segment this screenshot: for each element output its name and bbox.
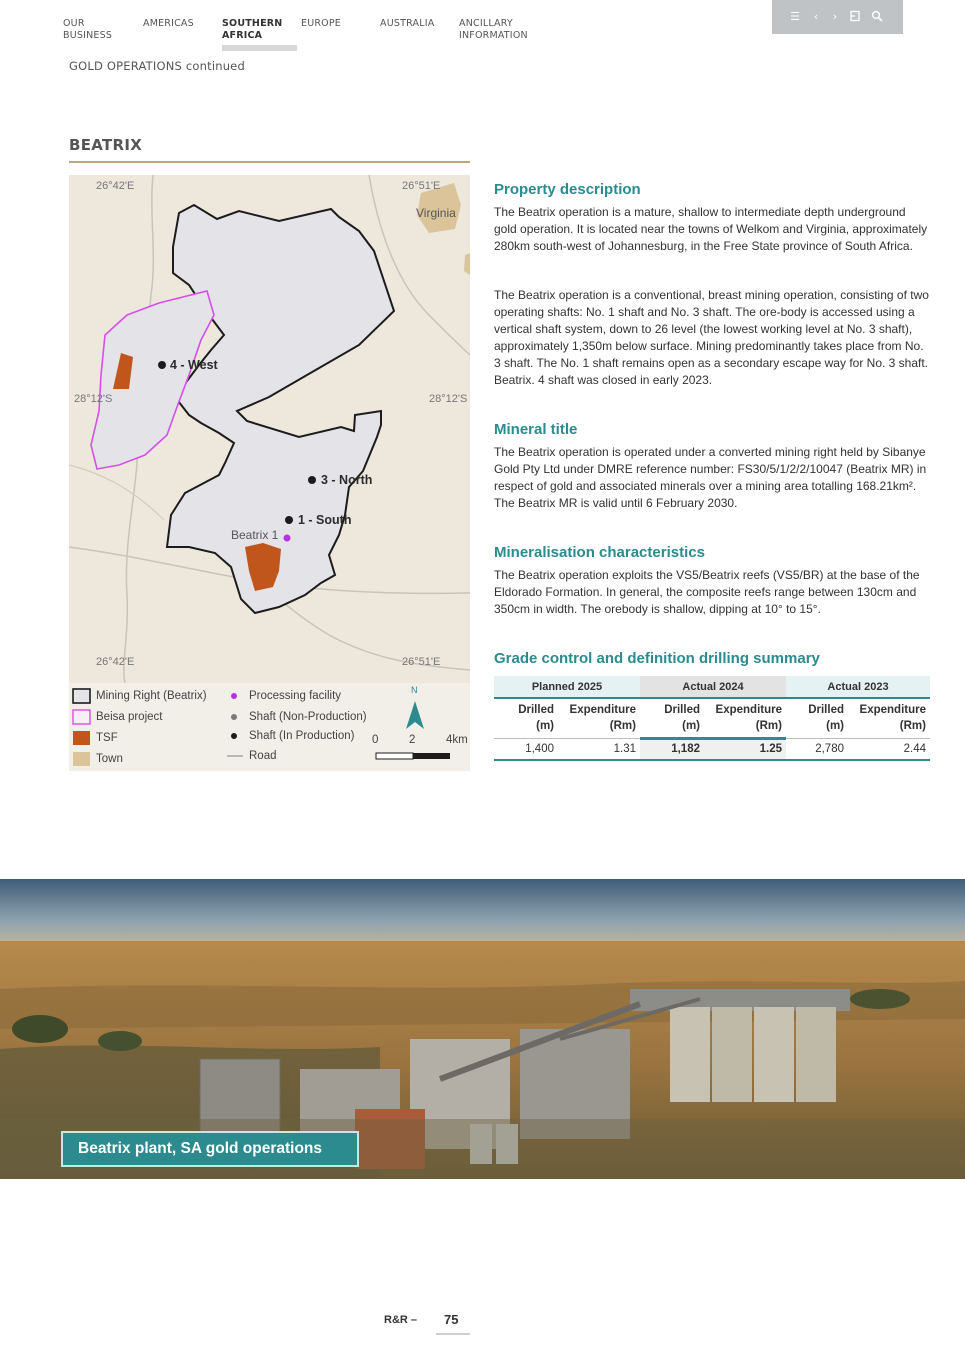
cell-2023-expenditure: 2.44 bbox=[848, 738, 930, 760]
north-arrow-label: N bbox=[411, 685, 418, 695]
photo-caption: Beatrix plant, SA gold operations bbox=[61, 1131, 359, 1167]
nav-americas[interactable]: AMERICAS bbox=[143, 18, 194, 29]
legend-tsf: TSF bbox=[96, 732, 118, 744]
col-drilled-2023: Drilled (m) bbox=[786, 698, 848, 738]
cell-2024-drilled: 1,182 bbox=[640, 738, 704, 760]
legend-town: Town bbox=[96, 753, 123, 765]
heading-drilling-summary: Grade control and definition drilling summary bbox=[494, 650, 820, 667]
table-row bbox=[494, 738, 930, 760]
legend-beisa: Beisa project bbox=[96, 711, 163, 723]
document-icon[interactable] bbox=[848, 10, 862, 24]
nav-australia[interactable]: AUSTRALIA bbox=[380, 18, 435, 29]
map-legend bbox=[69, 683, 470, 771]
col-expenditure-2024: Expenditure (Rm) bbox=[704, 698, 786, 738]
legend-shaft-prod: Shaft (In Production) bbox=[249, 730, 355, 742]
coord-top-left: 26°42'E bbox=[96, 180, 135, 192]
cell-2023-drilled: 2,780 bbox=[786, 738, 848, 760]
page-number-underline bbox=[436, 1333, 470, 1335]
cell-planned-drilled: 1,400 bbox=[494, 738, 558, 760]
coord-mid-left: 28°12'S bbox=[74, 393, 113, 405]
nav-southern-africa[interactable]: SOUTHERN AFRICA bbox=[222, 18, 283, 41]
heading-mineralisation: Mineralisation characteristics bbox=[494, 544, 705, 561]
coord-bottom-left: 26°42'E bbox=[96, 656, 135, 668]
place-virginia: Virginia bbox=[416, 206, 456, 220]
mineralisation-paragraph: The Beatrix operation exploits the VS5/Beatrix reefs (VS5/BR) at the base of the Eldorado Formation. In general, the composite reefs range between 130cm and 350cm in width. The orebody is shallow, dipping at 10° to 15°. bbox=[494, 568, 920, 616]
chevron-left-icon[interactable]: ‹ bbox=[813, 10, 819, 23]
chevron-right-icon[interactable]: › bbox=[832, 10, 838, 23]
group-planned-2025: Planned 2025 bbox=[494, 676, 640, 698]
shaft-1-south bbox=[285, 516, 293, 524]
toolbar bbox=[772, 0, 903, 34]
coord-top-right: 26°51'E bbox=[402, 180, 441, 192]
mineral-title-paragraph: The Beatrix operation is operated under a converted mining right held by Sibanye Gold Pty Ltd under DMRE reference number: FS30/5/1/2/2/10047 (Beatrix MR) in respect of gold and associated minerals over a mining area totalling 168.21km². The Beatrix MR is valid until 6 February 2030. bbox=[494, 445, 927, 510]
cell-planned-expenditure: 1.31 bbox=[558, 738, 640, 760]
menu-icon[interactable]: ☰ bbox=[790, 10, 800, 23]
scale-0: 0 bbox=[372, 734, 379, 746]
legend-processing: Processing facility bbox=[249, 690, 342, 702]
col-expenditure-2023: Expenditure (Rm) bbox=[848, 698, 930, 738]
operation-title: BEATRIX bbox=[69, 136, 143, 154]
scale-2: 2 bbox=[409, 734, 416, 746]
label-3-north: 3 - North bbox=[321, 473, 373, 487]
legend-mining-right: Mining Right (Beatrix) bbox=[96, 690, 207, 702]
footer-label: R&R – bbox=[384, 1314, 418, 1326]
title-rule bbox=[69, 161, 470, 163]
group-actual-2023: Actual 2023 bbox=[786, 676, 930, 698]
property-paragraph-2: The Beatrix operation is a conventional, breast mining operation, consisting of two operating shafts: No. 1 shaft and No. 3 shaft. The ore-body is accessed using a vertical shaft system, down to 26 level (the lowest working level at No. 3 shaft), approximately 1,350m below surface. Mining predominantly takes place from No. 3 shaft. The No. 1 shaft remains open as a secondary escape way for No. 3 shaft. Beatrix. 4 shaft was closed in early 2023. bbox=[494, 288, 929, 387]
scale-4km: 4km bbox=[446, 734, 468, 746]
coord-bottom-right: 26°51'E bbox=[402, 656, 441, 668]
label-1-south: 1 - South bbox=[298, 513, 352, 527]
place-beatrix-1: Beatrix 1 bbox=[231, 528, 279, 542]
coord-mid-right: 28°12'S bbox=[429, 393, 468, 405]
legend-road: Road bbox=[249, 750, 277, 762]
shaft-3-north bbox=[308, 476, 316, 484]
shaft-4-west bbox=[158, 361, 166, 369]
property-paragraph-1: The Beatrix operation is a mature, shallow to intermediate depth underground gold operation. It is located near the towns of Welkom and Virginia, approximately 280km south-west of Johannesburg, in the Free State province of South Africa. bbox=[494, 205, 928, 253]
col-drilled-2024: Drilled (m) bbox=[640, 698, 704, 738]
operation-map bbox=[69, 175, 470, 771]
group-actual-2024: Actual 2024 bbox=[640, 676, 786, 698]
col-expenditure-2025: Expenditure (Rm) bbox=[558, 698, 640, 738]
heading-property-description: Property description bbox=[494, 181, 641, 198]
col-drilled-2025: Drilled (m) bbox=[494, 698, 558, 738]
legend-shaft-non: Shaft (Non-Production) bbox=[249, 711, 367, 723]
nav-our-business[interactable]: OUR BUSINESS bbox=[63, 18, 113, 41]
map-canvas bbox=[69, 175, 470, 683]
search-icon[interactable] bbox=[870, 10, 884, 24]
cell-2024-expenditure: 1.25 bbox=[704, 738, 786, 760]
section-label: GOLD OPERATIONS continued bbox=[69, 59, 245, 73]
nav-europe[interactable]: EUROPE bbox=[301, 18, 341, 29]
nav-active-indicator bbox=[222, 45, 297, 51]
processing-facility-marker bbox=[284, 535, 291, 542]
label-4-west: 4 - West bbox=[170, 358, 218, 372]
nav-ancillary-information[interactable]: ANCILLARY INFORMATION bbox=[459, 18, 528, 41]
page-number: 75 bbox=[444, 1312, 459, 1327]
drilling-summary-table bbox=[494, 676, 930, 761]
heading-mineral-title: Mineral title bbox=[494, 421, 578, 438]
